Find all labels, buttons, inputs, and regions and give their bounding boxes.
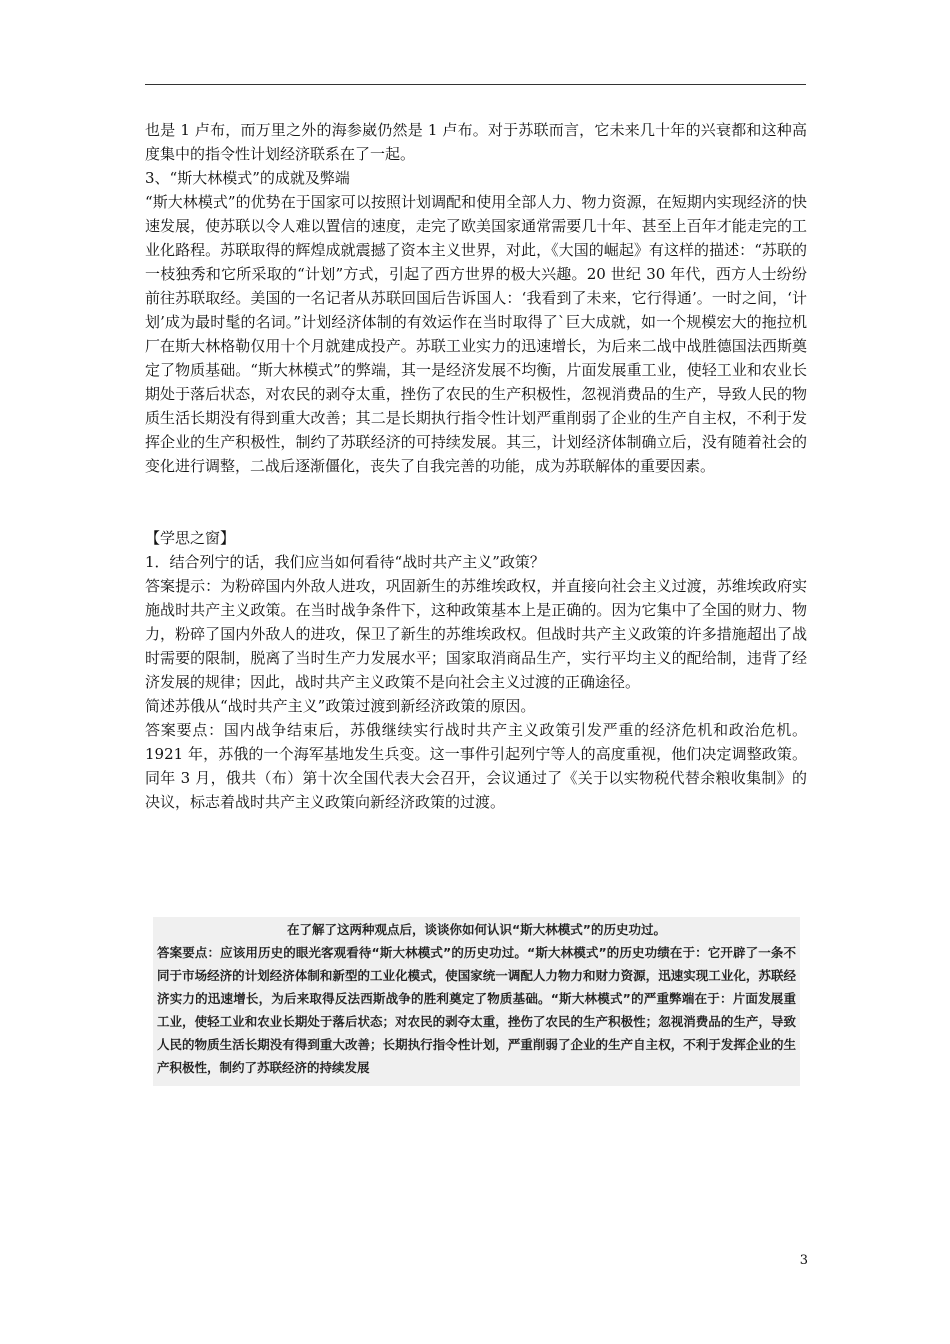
- figure-answer: 答案要点：应该用历史的眼光客观看待“斯大林模式”的历史功过。“斯大林模式”的历史功绩在于：它开辟了一条不同于市场经济的计划经济体制和新型的工业化模式，使国家统一调配人力物力和财力资源，迅速实现工业化，苏联经济实力的迅速增长，为后来取得反法西斯战争的胜利奠定了物质基础。“斯大林模式”的严重弊端在于：片面发展重工业，使轻工业和农业长期处于落后状态；对农民的剥夺太重，挫伤了农民的生产积极性；忽视消费品的生产，导致人民的物质生活长期没有得到重大改善；长期执行指令性计划，严重削弱了企业的生产自主权，不利于发挥企业的生产积极性，制约了苏联经济的持续发展: [157, 945, 796, 1075]
- paragraph-continuation: 也是 1 卢布，而万里之外的海参崴仍然是 1 卢布。对于苏联而言，它未来几十年的兴衰都和这种高度集中的指令性计划经济联系在了一起。: [145, 121, 807, 163]
- spacer: [145, 478, 807, 526]
- document-body: [145, 118, 807, 814]
- answer-2: 答案要点：国内战争结束后，苏俄继续实行战时共产主义政策引发严重的经济危机和政治危机。1921 年，苏俄的一个海军基地发生兵变。这一事件引起列宁等人的高度重视，他们决定调整政策。同年 3 月，俄共（布）第十次全国代表大会召开，会议通过了《关于以实物税代替余粮收集制》的决议，标志着战时共产主义政策向新经济政策的过渡。: [145, 721, 807, 811]
- question-2: 简述苏俄从“战时共产主义”政策过渡到新经济政策的原因。: [145, 697, 536, 715]
- paragraph-stalin-model: “斯大林模式”的优势在于国家可以按照计划调配和使用全部人力、物力资源，在短期内实现经济的快速发展，使苏联以令人难以置信的速度，走完了欧美国家通常需要几十年、甚至上百年才能走完的工业化路程。苏联取得的辉煌成就震撼了资本主义世界，对此，《大国的崛起》有这样的描述：“苏联的一枝独秀和它所采取的“计划”方式，引起了西方世界的极大兴趣。20 世纪 30 年代，西方人士纷纷前往苏联取经。美国的一名记者从苏联回国后告诉国人：‘我看到了未来，它行得通’。一时之间，‘计划’成为最时髦的名词。”计划经济体制的有效运作在当时取得了`巨大成就，如一个规模宏大的拖拉机厂在斯大林格勒仅用十个月就建成投产。苏联工业实力的迅速增长，为后来二战中战胜德国法西斯奠定了物质基础。“斯大林模式”的弊端，其一是经济发展不均衡，片面发展重工业，使轻工业和农业长期处于落后状态，对农民的剥夺太重，挫伤了农民的生产积极性，忽视消费品的生产，导致人民的物质生活长期没有得到重大改善；其二是长期执行指令性计划严重削弱了企业的生产自主权，不利于发挥企业的生产积极性，制约了苏联经济的可持续发展。其三，计划经济体制确立后，没有随着社会的变化进行调整，二战后逐渐僵化，丧失了自我完善的功能，成为苏联解体的重要因素。: [145, 193, 807, 475]
- header-rule: [145, 84, 806, 85]
- question-1: 1．结合列宁的话，我们应当如何看待“战时共产主义”政策？: [145, 553, 545, 571]
- section-heading-3: 3、“斯大林模式”的成就及弊端: [145, 169, 350, 187]
- answer-1: 答案提示：为粉碎国内外敌人进攻，巩固新生的苏维埃政权，并直接向社会主义过渡，苏维埃政府实施战时共产主义政策。在当时战争条件下，这种政策基本上是正确的。因为它集中了全国的财力、物力，粉碎了国内外敌人的进攻，保卫了新生的苏维埃政权。但战时共产主义政策的许多措施超出了战时需要的限制，脱离了当时生产力发展水平；国家取消商品生产，实行平均主义的配给制，违背了经济发展的规律；因此，战时共产主义政策不是向社会主义过渡的正确途径。: [145, 577, 807, 691]
- answer-image-box: [153, 917, 800, 1086]
- page-number: 3: [799, 1253, 808, 1268]
- section-title-xuesi: 【学思之窗】: [145, 529, 236, 547]
- figure-question: 在了解了这两种观点后，谈谈你如何认识“斯大林模式”的历史功过。: [287, 922, 666, 937]
